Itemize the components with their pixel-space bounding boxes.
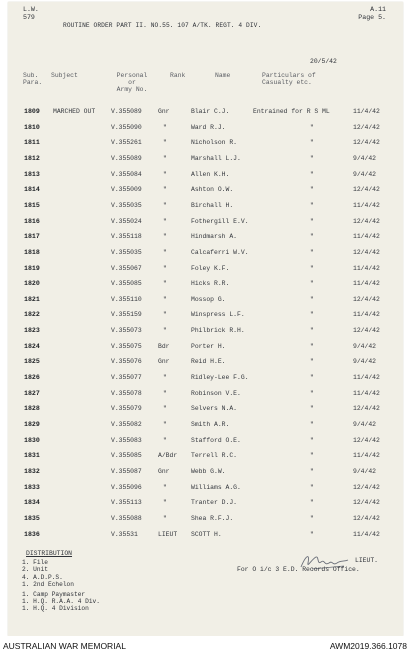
cell-army: V.355087 <box>111 467 142 475</box>
cell-date: 9/4/42 <box>353 358 377 366</box>
cell-subject: MARCHED OUT <box>53 108 96 115</box>
cell-army: V.355076 <box>111 358 142 366</box>
cell-army: V.355159 <box>111 311 142 319</box>
table-row <box>8 436 403 448</box>
table-row <box>8 123 403 135</box>
cell-part: " <box>310 311 314 319</box>
header-subject: Subject <box>51 72 78 79</box>
cell-rank: " <box>163 170 167 178</box>
cell-name: Tranter D.J. <box>191 499 238 507</box>
cell-rank: " <box>163 499 167 507</box>
cell-army: V.355078 <box>111 389 142 397</box>
cell-name: Ashton O.W. <box>191 186 234 194</box>
cell-rank: " <box>163 389 167 397</box>
table-row <box>8 248 403 260</box>
cell-part: " <box>310 233 314 241</box>
cell-name: Smith A.R. <box>191 421 230 428</box>
cell-rank: Bdr <box>158 342 170 350</box>
cell-name: Williams A.G. <box>191 483 241 491</box>
cell-rank: Gnr <box>158 467 170 475</box>
corner-ref-right: A.11 Page 5. <box>358 6 386 21</box>
table-row <box>8 170 403 182</box>
cell-part: " <box>310 264 314 272</box>
table-row <box>8 530 403 542</box>
cell-army: V.355077 <box>111 374 142 382</box>
header-particulars: Particulars of Casualty etc. <box>262 72 316 87</box>
table-row <box>8 310 403 322</box>
signature-rank: LIEUT. <box>355 557 379 564</box>
cell-sub: 1818 <box>24 248 40 256</box>
cell-name: Marshall L.J. <box>191 154 241 162</box>
cell-part: " <box>310 421 314 428</box>
cell-date: 12/4/42 <box>353 514 380 522</box>
cell-name: Robinson V.E. <box>191 389 241 397</box>
cell-army: V.355024 <box>111 217 142 225</box>
table-row <box>8 451 403 463</box>
table-row <box>8 279 403 291</box>
cell-army: V.355083 <box>111 436 142 444</box>
cell-sub: 1828 <box>24 405 40 413</box>
cell-rank: LIEUT <box>158 530 178 538</box>
cell-name: Nicholson R. <box>191 139 238 147</box>
order-title: ROUTINE ORDER PART II. NO.55. 107 A/TK. REGT. 4 DIV. <box>63 22 262 29</box>
table-row <box>8 483 403 495</box>
cell-rank: " <box>163 327 167 335</box>
footer-institution: AUSTRALIAN WAR MEMORIAL <box>3 641 126 651</box>
cell-sub: 1822 <box>24 311 40 319</box>
cell-date: 12/4/42 <box>353 217 380 225</box>
cell-rank: " <box>163 405 167 413</box>
cell-part: " <box>310 139 314 147</box>
table-row <box>8 420 403 432</box>
cell-name: Reid H.E. <box>191 358 226 366</box>
cell-rank: " <box>163 436 167 444</box>
cell-date: 9/4/42 <box>353 467 377 475</box>
cell-army: V.35531 <box>111 530 138 538</box>
table-row <box>8 404 403 416</box>
header-name: Name <box>215 72 231 79</box>
cell-part: " <box>310 154 314 162</box>
cell-sub: 1835 <box>24 514 40 522</box>
cell-part: " <box>310 342 314 350</box>
cell-date: 12/4/42 <box>353 499 380 507</box>
cell-rank: " <box>163 264 167 272</box>
cell-army: V.355035 <box>111 201 142 209</box>
distribution-item: 1. Camp Paymaster <box>22 590 86 598</box>
cell-date: 12/4/42 <box>353 405 380 413</box>
cell-rank: " <box>163 233 167 241</box>
cell-part: " <box>310 248 314 256</box>
cell-part: " <box>310 217 314 225</box>
cell-name: Hicks R.R. <box>191 280 230 288</box>
cell-army: V.355009 <box>111 186 142 194</box>
table-row <box>8 107 403 119</box>
cell-sub: 1815 <box>24 201 40 209</box>
cell-part: " <box>310 123 314 131</box>
cell-date: 12/4/42 <box>353 186 380 194</box>
cell-part: " <box>310 186 314 194</box>
cell-sub: 1830 <box>24 436 40 444</box>
signature-line: For O i/c 3 E.D. Records Office. <box>237 566 360 573</box>
table-row <box>8 201 403 213</box>
cell-army: V.355096 <box>111 483 142 491</box>
cell-rank: Gnr <box>158 108 170 115</box>
cell-date: 11/4/42 <box>353 201 380 209</box>
table-row <box>8 326 403 338</box>
distribution-item: 1. File <box>22 559 48 566</box>
cell-rank: " <box>163 421 167 428</box>
cell-name: Selvers N.A. <box>191 405 238 413</box>
distribution-item: 1. H.Q. 4 Division <box>22 605 89 613</box>
cell-rank: " <box>163 201 167 209</box>
cell-army: V.355073 <box>111 327 142 335</box>
footer-accession-number: AWM2019.366.1078 <box>329 641 407 651</box>
cell-name: Winspress L.F. <box>191 311 245 319</box>
cell-date: 11/4/42 <box>353 280 380 288</box>
cell-sub: 1809 <box>24 108 40 115</box>
cell-part: " <box>310 436 314 444</box>
cell-army: V.355079 <box>111 405 142 413</box>
distribution-item: 1. H.Q. R.A.A. 4 Div. <box>22 598 100 606</box>
cell-part: " <box>310 530 314 538</box>
cell-army: V.355085 <box>111 280 142 288</box>
corner-ref-left: L.W. 579 <box>23 6 39 21</box>
cell-sub: 1824 <box>24 342 40 350</box>
cell-date: 12/4/42 <box>353 327 380 335</box>
cell-rank: " <box>163 374 167 382</box>
cell-army: V.355089 <box>111 108 142 115</box>
cell-army: V.355067 <box>111 264 142 272</box>
cell-sub: 1810 <box>24 123 40 131</box>
cell-date: 12/4/42 <box>353 295 380 303</box>
distribution-item: 1. 2nd Echelon <box>22 581 74 589</box>
cell-sub: 1812 <box>24 154 40 162</box>
cell-army: V.355084 <box>111 170 142 178</box>
cell-date: 12/4/42 <box>353 139 380 147</box>
cell-sub: 1821 <box>24 295 40 303</box>
distribution-item: 2. Unit <box>22 566 48 574</box>
cell-sub: 1813 <box>24 170 40 178</box>
cell-part: " <box>310 405 314 413</box>
cell-army: V.355261 <box>111 139 142 147</box>
cell-army: V.355075 <box>111 342 142 350</box>
cell-name: Shea R.F.J. <box>191 514 234 522</box>
cell-army: V.355110 <box>111 295 142 303</box>
cell-sub: 1816 <box>24 217 40 225</box>
cell-date: 12/4/42 <box>353 436 380 444</box>
cell-name: Birchall H. <box>191 201 234 209</box>
cell-sub: 1823 <box>24 327 40 335</box>
cell-name: Allen K.H. <box>191 170 230 178</box>
cell-sub: 1827 <box>24 389 40 397</box>
cell-name: Philbrick R.H. <box>191 327 245 335</box>
cell-rank: " <box>163 311 167 319</box>
cell-sub: 1825 <box>24 358 40 366</box>
table-row <box>8 232 403 244</box>
cell-part: " <box>310 201 314 209</box>
cell-sub: 1820 <box>24 280 40 288</box>
table-row <box>8 357 403 369</box>
cell-part: Entrained for R S ML <box>253 108 330 115</box>
cell-part: " <box>310 467 314 475</box>
cell-date: 12/4/42 <box>353 123 380 131</box>
cell-rank: " <box>163 123 167 131</box>
cell-army: V.355085 <box>111 452 142 460</box>
cell-sub: 1819 <box>24 264 40 272</box>
cell-rank: " <box>163 139 167 147</box>
cell-sub: 1836 <box>24 530 40 538</box>
cell-sub: 1814 <box>24 186 40 194</box>
order-date: 20/5/42 <box>310 58 337 65</box>
cell-part: " <box>310 389 314 397</box>
table-row <box>8 342 403 354</box>
cell-name: Fothergill E.V. <box>191 217 249 225</box>
cell-rank: " <box>163 280 167 288</box>
cell-sub: 1826 <box>24 374 40 382</box>
cell-sub: 1811 <box>24 139 40 147</box>
cell-sub: 1834 <box>24 499 40 507</box>
archive-footer <box>0 636 411 653</box>
cell-rank: Gnr <box>158 358 170 366</box>
distribution-list <box>22 559 100 613</box>
header-sub-para: Sub. Para. <box>23 72 43 87</box>
cell-name: Webb G.W. <box>191 467 226 475</box>
cell-name: Porter H. <box>191 342 226 350</box>
cell-army: V.355035 <box>111 248 142 256</box>
cell-army: V.355118 <box>111 233 142 241</box>
cell-rank: " <box>163 295 167 303</box>
cell-name: Ridley-Lee F.G. <box>191 374 249 382</box>
cell-sub: 1833 <box>24 483 40 491</box>
cell-army: V.355090 <box>111 123 142 131</box>
table-row <box>8 154 403 166</box>
header-rank: Rank <box>170 72 186 79</box>
cell-sub: 1829 <box>24 421 40 428</box>
distribution-item: 4. A.D.P.S. <box>22 573 63 581</box>
cell-date: 9/4/42 <box>353 421 377 428</box>
cell-name: Foley K.F. <box>191 264 230 272</box>
cell-sub: 1831 <box>24 452 40 460</box>
cell-army: V.355113 <box>111 499 142 507</box>
cell-part: " <box>310 280 314 288</box>
table-row <box>8 295 403 307</box>
routine-order-page <box>8 2 403 636</box>
cell-date: 11/4/42 <box>353 530 380 538</box>
cell-rank: A/Bdr <box>158 452 178 460</box>
cell-sub: 1832 <box>24 467 40 475</box>
cell-rank: " <box>163 514 167 522</box>
distribution-title: DISTRIBUTION <box>26 550 73 557</box>
cell-rank: " <box>163 483 167 491</box>
cell-part: " <box>310 514 314 522</box>
cell-name: Blair C.J. <box>191 108 230 115</box>
cell-rank: " <box>163 217 167 225</box>
cell-part: " <box>310 483 314 491</box>
cell-sub: 1817 <box>24 233 40 241</box>
cell-name: SCOTT H. <box>191 530 222 538</box>
table-row <box>8 185 403 197</box>
cell-date: 11/4/42 <box>353 311 380 319</box>
cell-name: Mossop G. <box>191 295 226 303</box>
cell-part: " <box>310 327 314 335</box>
cell-army: V.355088 <box>111 514 142 522</box>
cell-date: 11/4/42 <box>353 233 380 241</box>
cell-name: Terrell R.C. <box>191 452 238 460</box>
table-row <box>8 217 403 229</box>
header-army-no: Personal or Army No. <box>116 72 148 94</box>
cell-date: 11/4/42 <box>353 374 380 382</box>
cell-army: V.355082 <box>111 421 142 428</box>
table-row <box>8 264 403 276</box>
cell-part: " <box>310 374 314 382</box>
cell-date: 9/4/42 <box>353 154 377 162</box>
cell-part: " <box>310 452 314 460</box>
cell-name: Calcaferri W.V. <box>191 248 249 256</box>
cell-rank: " <box>163 154 167 162</box>
cell-date: 11/4/42 <box>353 264 380 272</box>
table-row <box>8 514 403 526</box>
cell-date: 12/4/42 <box>353 248 380 256</box>
cell-part: " <box>310 295 314 303</box>
cell-date: 11/4/42 <box>353 389 380 397</box>
table-row <box>8 138 403 150</box>
cell-part: " <box>310 499 314 507</box>
cell-name: Stafford O.E. <box>191 436 241 444</box>
table-row <box>8 373 403 385</box>
cell-name: Ward R.J. <box>191 123 226 131</box>
cell-rank: " <box>163 186 167 194</box>
cell-part: " <box>310 358 314 366</box>
cell-part: " <box>310 170 314 178</box>
cell-name: Hindmarsh A. <box>191 233 238 241</box>
table-row <box>8 467 403 479</box>
cell-rank: " <box>163 248 167 256</box>
cell-date: 12/4/42 <box>353 483 380 491</box>
cell-date: 9/4/42 <box>353 342 377 350</box>
cell-date: 9/4/42 <box>353 170 377 178</box>
cell-date: 11/4/42 <box>353 452 380 460</box>
cell-army: V.355089 <box>111 154 142 162</box>
table-row <box>8 389 403 401</box>
cell-date: 11/4/42 <box>353 108 380 115</box>
table-row <box>8 498 403 510</box>
